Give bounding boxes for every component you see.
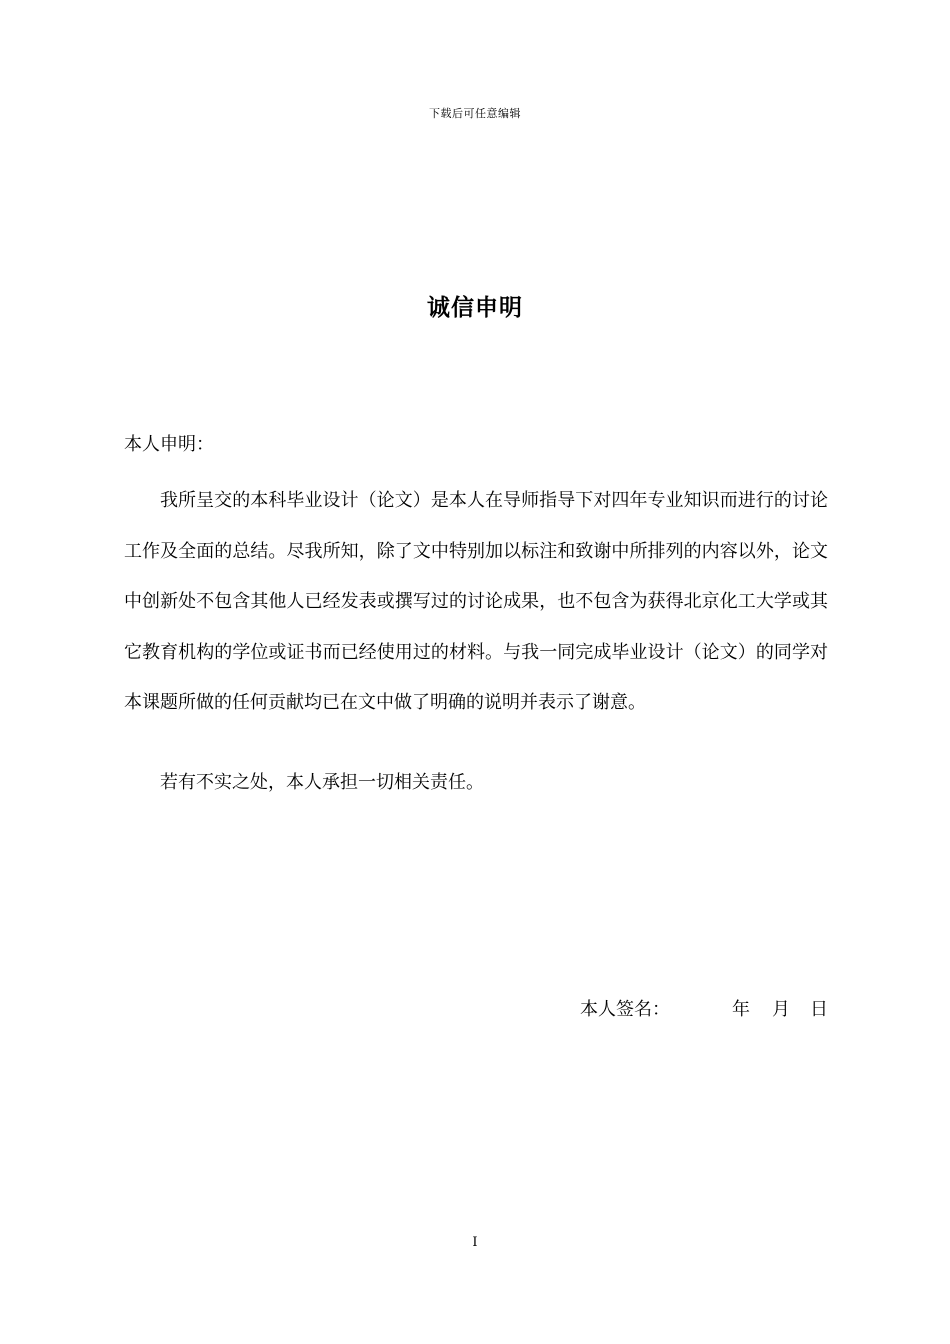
page-title: 诚信申明: [427, 295, 523, 321]
signature-label: 本人签名：: [580, 999, 670, 1020]
signature-year: 年: [732, 999, 750, 1020]
page-number: I: [472, 1235, 478, 1250]
header-note: 下载后可任意编辑: [429, 107, 521, 120]
declaration-body: [124, 476, 828, 729]
declarant-label: 本人申明：: [124, 434, 214, 455]
responsibility-statement: 若有不实之处，本人承担一切相关责任。: [160, 772, 484, 793]
declaration-paragraph: 我所呈交的本科毕业设计（论文）是本人在导师指导下对四年专业知识而进行的讨论工作及全面的总结。尽我所知，除了文中特别加以标注和致谢中所排列的内容以外，论文中创新处不包含其他人已经发表或撰写过的讨论成果，也不包含为获得北京化工大学或其它教育机构的学位或证书而已经使用过的材料。与我一同完成毕业设计（论文）的同学对本课题所做的任何贡献均已在文中做了明确的说明并表示了谢意。: [124, 490, 828, 713]
signature-month: 月: [772, 999, 790, 1020]
signature-day: 日: [810, 999, 828, 1020]
signature-line: [580, 997, 830, 1023]
